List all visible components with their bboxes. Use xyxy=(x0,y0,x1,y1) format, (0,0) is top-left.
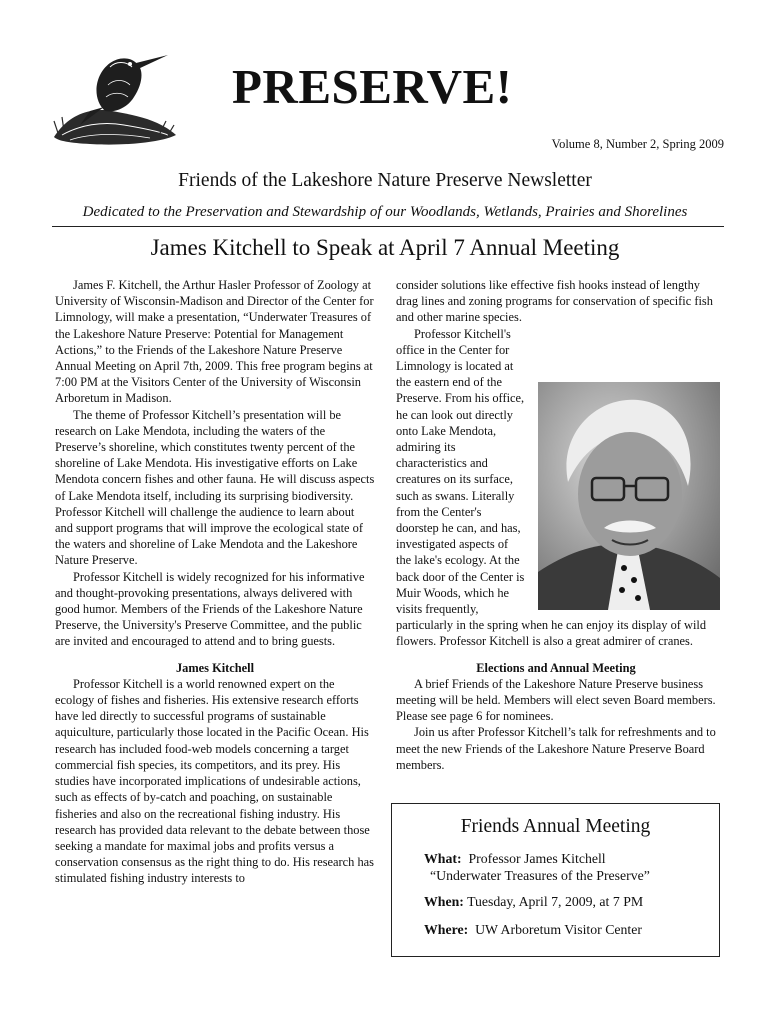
office-paragraph: Professor Kitchell's office in the Center for Limnology is located at the eastern end of the Preserve. From his office, he can look out directly onto Lake Mendota, admiring its characteristics and creatures on its surface, such as swans. Literally from the Center's doorstep he can, and has, investigated aspects of the lake's ecology. At the back door of the Center is Muir Woods, which he visits frequently, particularly in the spring when he can enjoy its display of wild flowers. Professor Kitchell is also a great admirer of cranes. xyxy=(396,326,707,649)
what-value: Professor James Kitchell xyxy=(468,851,606,866)
bio-paragraph: Professor Kitchell is a world renowned expert on the ecology of fishes and fisheries. His extensive research efforts have led directly to successful programs of sustainable aquiculture, particularly those located in the Pacific Ocean. His research has included food-web models concerning a target commercial fish species, its competitors, and its prey. His studies have incorporated implications of undesirable actions, such as effects of by-catch and poaching, on sustainable fisheries and also on the recreational fishing industry. His research has provided data relevant to the debate between those seeking a mandate for maximal jobs and profits versus a conservation consensus as the right thing to do. His research has stimulated fishing industry interests to xyxy=(55,676,374,886)
tagline: Dedicated to the Preservation and Stewardship of our Woodlands, Wetlands, Prairies and Shorelines xyxy=(82,204,688,220)
elections-heading: Elections and Annual Meeting xyxy=(476,660,636,675)
where-value: UW Arboretum Visitor Center xyxy=(475,922,642,937)
volume-info: Volume 8, Number 2, Spring 2009 xyxy=(551,137,724,151)
theme-paragraph: The theme of Professor Kitchell’s presentation will be research on Lake Mendota, including the waters of the Preserve’s shoreline, which constitutes twenty percent of the shoreline of Lake Mendota. His investigative efforts on Lake Mendota concern fishes and other fauna. He will discuss aspects of Lake Mendota itself, including its surprising biodiversity. Professor Kitchell will challenge the audience to learn about and support programs that will improve the ecological state of the waters and shoreline of Lake Mendota and the Lakeshore Nature Preserve. xyxy=(55,407,375,568)
meeting-what-title: “Underwater Treasures of the Preserve” xyxy=(430,868,650,883)
where-label: Where: xyxy=(424,922,469,937)
meeting-where xyxy=(424,922,642,938)
when-label: When: xyxy=(424,894,464,909)
what-label: What: xyxy=(424,851,462,866)
meeting-when xyxy=(424,894,643,910)
refreshments-paragraph: Join us after Professor Kitchell’s talk for refreshments and to meet the new Friends of the Lakeshore Nature Preserve Board members. xyxy=(396,725,716,772)
article-headline: James Kitchell to Speak at April 7 Annual Meeting xyxy=(150,235,620,260)
bio-heading: James Kitchell xyxy=(175,660,255,675)
bird-on-log-icon xyxy=(50,45,180,150)
portrait-photo-icon xyxy=(538,382,720,610)
intro-paragraph: James F. Kitchell, the Arthur Hasler Professor of Zoology at University of Wisconsin-Madison and Director of the Center for Limnology, will make a presentation, “Underwater Treasures of the Lakeshore Nature Preserve: Potential for Management Actions,” to the Friends of the Lakeshore Nature Preserve Annual Meeting on April 7th, 2009. This free program begins at 7:00 PM at the Visitors Center of the University of Wisconsin Arboretum in Madison. xyxy=(55,278,374,406)
continued-paragraph: consider solutions like effective fish hooks instead of lengthy drag lines and zoning programs for conservation of specific fish and other marine species. xyxy=(396,278,713,325)
elections-paragraph: A brief Friends of the Lakeshore Nature Preserve business meeting will be held. Members will elect seven Board members. Please see page 6 for nominees. xyxy=(396,676,716,724)
meeting-box-title: Friends Annual Meeting xyxy=(460,816,651,837)
left-column xyxy=(55,277,375,887)
recognition-paragraph: Professor Kitchell is widely recognized for his informative and thought-provoking presentations, always delivered with good humor. Members of the Friends of the Lakeshore Nature Preserve, the University's Preserve Committee, and the public are invited and encouraged to attend and to bring guests. xyxy=(55,569,365,649)
newsletter-title: PRESERVE! xyxy=(232,59,513,114)
meeting-what xyxy=(424,851,606,867)
when-value: Tuesday, April 7, 2009, at 7 PM xyxy=(467,894,644,909)
annual-meeting-box xyxy=(391,803,720,957)
masthead-divider xyxy=(52,226,724,227)
right-column xyxy=(396,277,716,773)
newsletter-name: Friends of the Lakeshore Nature Preserve Newsletter xyxy=(178,170,592,191)
